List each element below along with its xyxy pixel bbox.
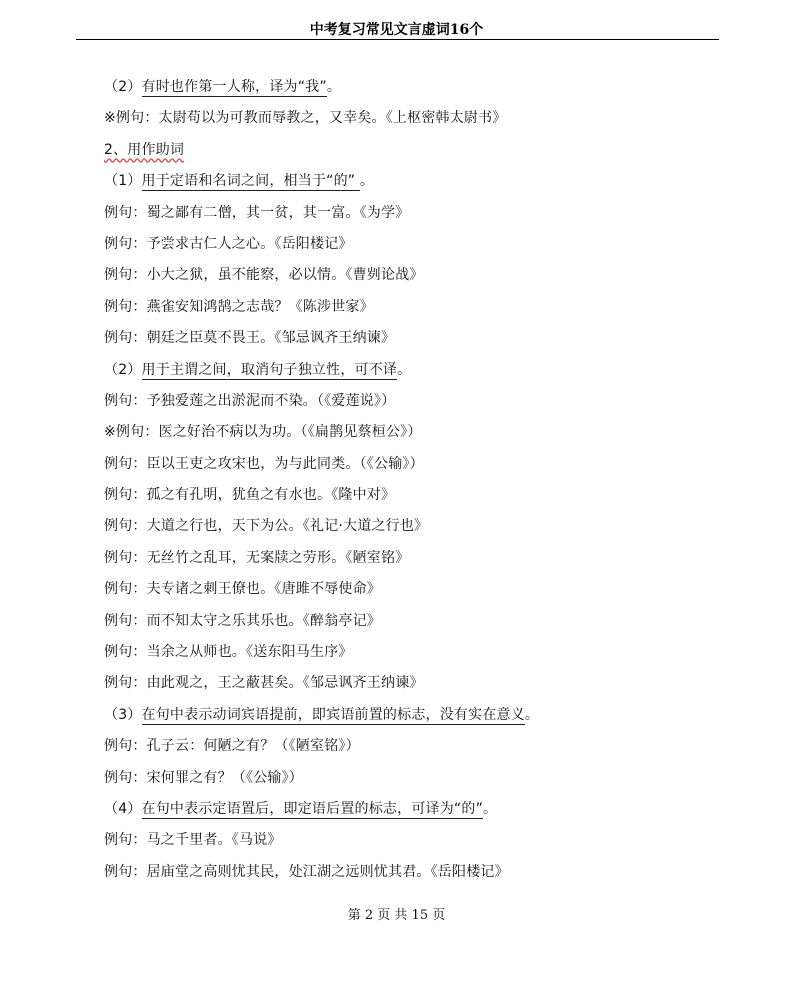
numbered-subheading (104, 355, 744, 386)
example-sentence: 例句：臣以王吏之攻宋也，为与此同类。（《公输》） (104, 455, 424, 472)
example-sentence: 例句：燕雀安知鸿鹄之志哉？《陈涉世家》 (104, 298, 374, 315)
header-divider (76, 39, 719, 40)
example-sentence: 例句：宋何罪之有？（《公输》） (104, 769, 303, 786)
numbered-subheading (104, 72, 744, 103)
example-sentence: ※例句：医之好治不病以为功。（《扁鹊见蔡桓公》） (104, 424, 422, 441)
example-sentence: 例句：予尝求古仁人之心。《岳阳楼记》 (104, 235, 353, 252)
subheading-text: 用于定语和名词之间，相当于“的” (141, 173, 360, 190)
section-heading (104, 135, 744, 166)
numbered-subheading (104, 794, 744, 825)
subheading-text: 有时也作第一人称，译为“我” (141, 79, 327, 95)
page-header-title: 中考复习常见文言虚词16个 (309, 22, 484, 38)
example-sentence: 例句：孔子云：何陋之有？（《陋室铭》） (104, 738, 360, 755)
example-sentence: 例句：马之千里者。《马说》 (104, 832, 282, 849)
example-sentence: 例句：居庙堂之高则忧其民，处江湖之远则忧其君。《岳阳楼记》 (104, 863, 509, 880)
example-sentence: 例句：无丝竹之乱耳，无案牍之劳形。《陋室铭》 (104, 549, 410, 566)
subheading-punct: 。 (483, 800, 498, 817)
example-sentence: 例句：朝廷之臣莫不畏王。《邹忌讽齐王纳谏》 (104, 330, 396, 347)
subheading-punct: 。 (397, 361, 412, 378)
example-sentence: ※例句：太尉苟以为可教而辱教之，又幸矣。《上枢密韩太尉书》 (104, 110, 507, 127)
example-sentence: 例句：予独爱莲之出淤泥而不染。（《爱莲说》） (104, 392, 396, 409)
example-sentence: 例句：蜀之鄙有二僧，其一贫，其一富。《为学》 (104, 204, 410, 221)
subheading-text: 在句中表示定语置后，即定语后置的标志，可译为“的” (141, 800, 484, 817)
example-sentence: 例句：小大之狱，虽不能察，必以情。《曹刿论战》 (104, 267, 424, 284)
example-sentence: 例句：夫专诸之刺王僚也。《唐雎不辱使命》 (104, 581, 381, 598)
subheading-number: （3） (104, 706, 142, 723)
example-sentence: 例句：孤之有孔明，犹鱼之有水也。《隆中对》 (104, 487, 396, 504)
example-sentence: 例句：大道之行也，天下为公。《礼记·大道之行也》 (104, 518, 429, 535)
example-sentence: 例句：而不知太守之乐其乐也。《醉翁亭记》 (104, 612, 381, 629)
subheading-punct: 。 (359, 173, 375, 190)
subheading-text: 在句中表示动词宾语提前，即宾语前置的标志，没有实在意义 (141, 706, 525, 723)
numbered-subheading (104, 166, 744, 197)
subheading-number: （2） (104, 361, 142, 378)
subheading-text: 用于主谓之间，取消句子独立性，可不译 (141, 361, 398, 378)
numbered-subheading (104, 700, 744, 731)
subheading-punct: 。 (524, 706, 540, 723)
subheading-number: （1） (104, 173, 142, 190)
subheading-number: （2） (104, 79, 142, 95)
document-body (104, 72, 744, 888)
section-heading-text: 2、用作助词 (104, 141, 185, 158)
example-sentence: 例句：当余之从师也。《送东阳马生序》 (104, 644, 353, 661)
subheading-punct: 。 (326, 79, 342, 95)
example-sentence: 例句：由此观之，王之蔽甚矣。《邹忌讽齐王纳谏》 (104, 675, 424, 692)
page-footer: 第 2 页 共 15 页 (347, 908, 446, 923)
subheading-number: （4） (104, 800, 142, 817)
